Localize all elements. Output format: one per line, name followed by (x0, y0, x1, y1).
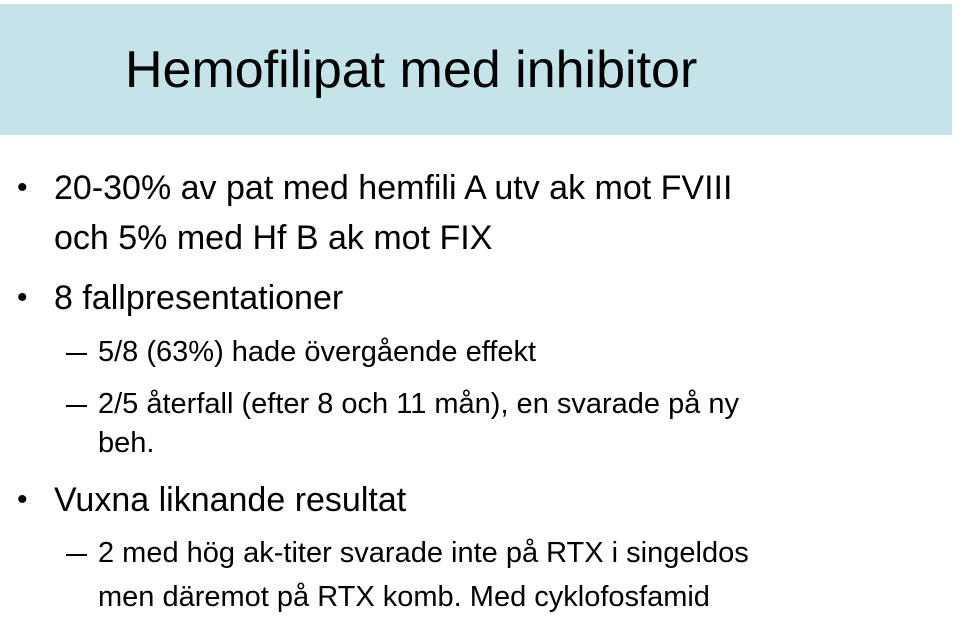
bullet-dot: • (17, 281, 28, 314)
bullet-3-line-1: Vuxna liknande resultat (54, 481, 407, 519)
dash-marker (66, 554, 87, 556)
bullet-dot: • (17, 483, 28, 516)
dash-marker (66, 405, 87, 407)
subitem-1-line-1: 5/8 (63%) hade övergående effekt (98, 336, 537, 368)
subitem-3-line-1: 2 med hög ak-titer svarade inte på RTX i singeldos (98, 537, 749, 569)
dash-marker (66, 353, 87, 355)
bullet-dot: • (17, 171, 28, 204)
subitem-2-line-1: 2/5 återfall (efter 8 och 11 mån), en svarade på ny (98, 388, 740, 420)
subitem-2-line-2: beh. (98, 427, 155, 459)
slide-title: Hemofilipat med inhibitor (125, 41, 698, 99)
bullet-1-line-2: och 5% med Hf B ak mot FIX (54, 219, 493, 257)
bullet-2-line-1: 8 fallpresentationer (54, 279, 344, 317)
subitem-3-line-2: men däremot på RTX komb. Med cyklofosfamid (98, 581, 710, 613)
bullet-1-line-1: 20-30% av pat med hemfili A utv ak mot FVIII (54, 169, 733, 207)
